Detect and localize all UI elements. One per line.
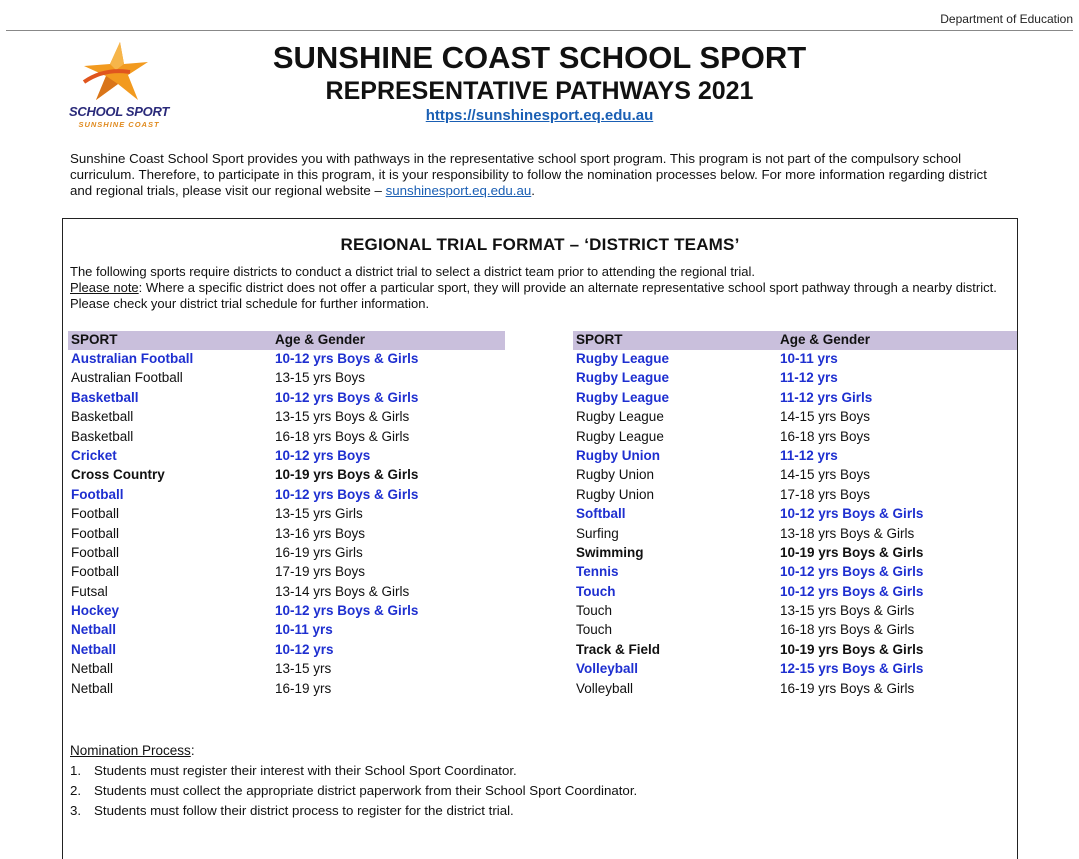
age-gender-cell[interactable]: 11-12 yrs: [780, 447, 838, 463]
note-text: : Where a specific district does not offer a particular sport, they will provide an alternate representative school sport pathway through a nearby district. Please check your district trial schedule for further information.: [70, 280, 997, 311]
age-gender-cell: 16-19 yrs Boys & Girls: [780, 680, 915, 696]
age-gender-cell: 13-18 yrs Boys & Girls: [780, 525, 915, 541]
sport-cell[interactable]: Softball: [576, 506, 626, 522]
sport-cell: Rugby League: [576, 428, 664, 444]
table-row: [573, 563, 1017, 582]
regional-website-link[interactable]: sunshinesport.eq.edu.au: [385, 183, 532, 198]
section-desc-line: The following sports require districts to conduct a district trial to select a district team prior to attending the regional trial.: [70, 264, 755, 279]
nomination-title-text: Nomination Process: [70, 743, 191, 758]
sport-cell: Cross Country: [71, 467, 165, 483]
website-link[interactable]: https://sunshinesport.eq.edu.au: [425, 107, 654, 124]
col-age-header: Age & Gender: [275, 332, 366, 347]
sport-cell[interactable]: Rugby League: [576, 351, 670, 366]
age-gender-cell: 13-15 yrs Boys: [275, 370, 366, 386]
sport-cell[interactable]: Touch: [576, 583, 616, 599]
table-row: [573, 428, 1017, 447]
table-row: [68, 680, 505, 699]
sport-cell[interactable]: Football: [71, 486, 124, 502]
intro-end: .: [531, 183, 535, 198]
list-text: Students must collect the appropriate district paperwork from their School Sport Coordinator.: [94, 783, 638, 798]
age-gender-cell[interactable]: 10-12 yrs Boys & Girls: [780, 564, 924, 580]
age-gender-cell: 10-19 yrs Boys & Girls: [780, 641, 924, 657]
list-number: 3.: [70, 803, 82, 818]
table-row: [68, 525, 505, 544]
sport-cell: Netball: [71, 680, 114, 696]
table-header: [573, 331, 1017, 350]
table-row: [573, 621, 1017, 640]
table-row: [68, 583, 505, 602]
section-title: REGIONAL TRIAL FORMAT – ‘DISTRICT TEAMS’: [340, 235, 740, 254]
table-row: [573, 486, 1017, 505]
sport-cell: Track & Field: [576, 641, 661, 657]
table-row: [68, 505, 505, 524]
sport-cell: Surfing: [576, 525, 619, 541]
logo-line2: SUNSHINE COAST: [78, 120, 160, 129]
table-row: [573, 350, 1017, 369]
age-gender-cell[interactable]: 10-12 yrs Boys & Girls: [275, 351, 419, 366]
table-row: [573, 369, 1017, 388]
sport-cell: Netball: [71, 661, 114, 677]
age-gender-cell[interactable]: 10-11 yrs: [275, 622, 333, 638]
age-gender-cell: 17-18 yrs Boys: [780, 486, 871, 502]
table-row: [68, 447, 505, 466]
sport-cell[interactable]: Volleyball: [576, 661, 639, 677]
sport-cell: Australian Football: [71, 370, 183, 386]
section-note: [70, 280, 1005, 312]
table-row: [573, 544, 1017, 563]
table-row: [68, 544, 505, 563]
table-row: [68, 369, 505, 388]
sport-cell[interactable]: Tennis: [576, 564, 619, 580]
nomination-title: [70, 743, 195, 758]
table-row: [573, 660, 1017, 679]
sport-cell: Swimming: [576, 544, 644, 560]
age-gender-cell[interactable]: 10-12 yrs: [275, 641, 334, 657]
sport-cell: Football: [71, 506, 120, 522]
col-age-header: Age & Gender: [780, 332, 871, 347]
age-gender-cell: 16-18 yrs Boys & Girls: [275, 428, 410, 444]
age-gender-cell: 10-19 yrs Boys & Girls: [275, 467, 419, 483]
age-gender-cell[interactable]: 10-12 yrs Boys & Girls: [275, 603, 419, 619]
age-gender-cell[interactable]: 10-12 yrs Boys: [275, 447, 371, 463]
sport-cell: Basketball: [71, 428, 134, 444]
left-sports-table: [68, 331, 505, 699]
age-gender-cell[interactable]: 10-12 yrs Boys & Girls: [780, 583, 924, 599]
table-row: [68, 486, 505, 505]
sport-cell[interactable]: Rugby League: [576, 370, 670, 386]
sport-cell[interactable]: Rugby League: [576, 389, 670, 405]
table-row: [573, 447, 1017, 466]
age-gender-cell: 13-15 yrs Boys & Girls: [780, 603, 915, 619]
sport-cell[interactable]: Basketball: [71, 389, 139, 405]
sport-cell[interactable]: Netball: [71, 622, 117, 638]
age-gender-cell: 13-15 yrs Girls: [275, 506, 363, 522]
sport-cell[interactable]: Cricket: [71, 447, 117, 463]
list-text: Students must register their interest with their School Sport Coordinator.: [94, 763, 517, 778]
sport-cell: Football: [71, 544, 120, 560]
sport-cell: Basketball: [71, 409, 134, 425]
age-gender-cell[interactable]: 10-11 yrs: [780, 351, 838, 366]
table-header: [68, 331, 505, 350]
table-row: [573, 583, 1017, 602]
sport-cell: Rugby League: [576, 409, 664, 425]
sport-cell: Volleyball: [576, 680, 634, 696]
table-row: [573, 389, 1017, 408]
age-gender-cell: 16-19 yrs Girls: [275, 544, 363, 560]
table-row: [68, 641, 505, 660]
age-gender-cell: 14-15 yrs Boys: [780, 467, 871, 483]
intro-paragraph: [70, 151, 1000, 199]
sport-cell: Futsal: [71, 583, 108, 599]
note-label: Please note: [70, 280, 139, 295]
table-row: [68, 602, 505, 621]
table-row: [573, 408, 1017, 427]
age-gender-cell: 17-19 yrs Boys: [275, 564, 366, 580]
sport-cell: Touch: [576, 622, 613, 638]
age-gender-cell: 13-15 yrs Boys & Girls: [275, 409, 410, 425]
age-gender-cell: 14-15 yrs Boys: [780, 409, 871, 425]
table-row: [573, 466, 1017, 485]
age-gender-cell[interactable]: 12-15 yrs Boys & Girls: [780, 661, 924, 677]
page-title: SUNSHINE COAST SCHOOL SPORT: [272, 40, 807, 75]
age-gender-cell: 16-18 yrs Boys: [780, 428, 871, 444]
age-gender-cell[interactable]: 11-12 yrs Girls: [780, 389, 873, 405]
sport-cell: Rugby Union: [576, 486, 655, 502]
sport-cell[interactable]: Australian Football: [71, 351, 194, 366]
age-gender-cell: 16-19 yrs: [275, 680, 332, 696]
department-label: Department of Education: [940, 12, 1073, 26]
intro-text: Sunshine Coast School Sport provides you with pathways in the representative school sport program. This program is not part of the compulsory school curriculum. Therefore, to participate in this program, it is your responsibility to follow the nomination processes below. For more information regarding district and regional trials, please visit our regional website –: [70, 151, 987, 198]
sport-cell: Football: [71, 564, 120, 580]
table-row: [68, 621, 505, 640]
logo-line1: SCHOOL SPORT: [69, 104, 169, 119]
sport-cell[interactable]: Hockey: [71, 603, 120, 619]
table-row: [68, 350, 505, 369]
table-row: [68, 466, 505, 485]
table-row: [68, 389, 505, 408]
sport-cell: Football: [71, 525, 120, 541]
sport-cell: Touch: [576, 603, 613, 619]
table-row: [573, 602, 1017, 621]
table-row: [68, 563, 505, 582]
table-row: [573, 680, 1017, 699]
age-gender-cell[interactable]: 10-12 yrs Boys & Girls: [780, 506, 924, 522]
right-table-body: [573, 350, 1017, 699]
list-text: Students must follow their district process to register for the district trial.: [94, 803, 514, 818]
page-subtitle: REPRESENTATIVE PATHWAYS 2021: [325, 77, 754, 105]
table-row: [68, 408, 505, 427]
age-gender-cell[interactable]: 10-12 yrs Boys & Girls: [275, 389, 419, 405]
section-description: [70, 264, 1005, 312]
right-sports-table: [573, 331, 1017, 699]
age-gender-cell: 13-14 yrs Boys & Girls: [275, 583, 410, 599]
district-teams-section: [62, 218, 1018, 859]
age-gender-cell: 10-19 yrs Boys & Girls: [780, 544, 924, 560]
age-gender-cell: 13-15 yrs: [275, 661, 332, 677]
table-row: [573, 525, 1017, 544]
sport-cell: Rugby Union: [576, 467, 655, 483]
list-number: 1.: [70, 763, 82, 778]
col-sport-header: SPORT: [576, 332, 623, 347]
table-row: [68, 428, 505, 447]
sport-cell[interactable]: Netball: [71, 641, 117, 657]
table-row: [573, 641, 1017, 660]
age-gender-cell[interactable]: 10-12 yrs Boys & Girls: [275, 486, 419, 502]
sport-cell[interactable]: Rugby Union: [576, 447, 660, 463]
age-gender-cell[interactable]: 11-12 yrs: [780, 370, 838, 386]
nomination-title-colon: :: [190, 743, 195, 758]
age-gender-cell: 16-18 yrs Boys & Girls: [780, 622, 915, 638]
table-row: [68, 660, 505, 679]
col-sport-header: SPORT: [71, 332, 118, 347]
age-gender-cell: 13-16 yrs Boys: [275, 525, 366, 541]
table-row: [573, 505, 1017, 524]
list-number: 2.: [70, 783, 82, 798]
top-rule: [6, 30, 1073, 31]
left-table-body: [68, 350, 505, 699]
